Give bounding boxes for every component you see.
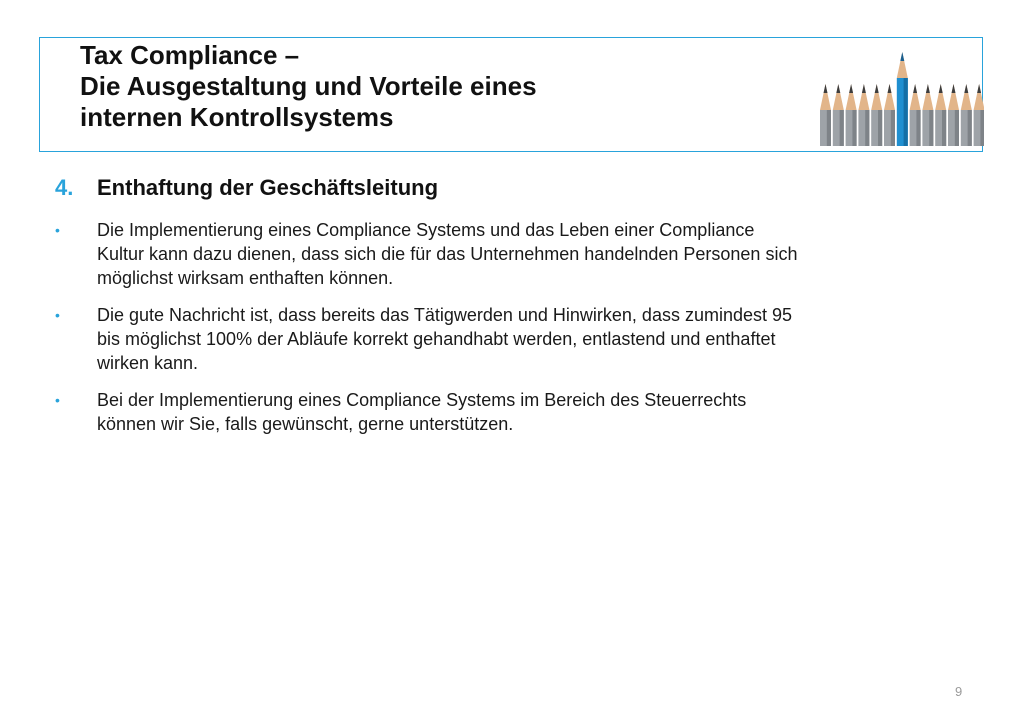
bullet-marker: •	[55, 307, 60, 323]
pencil-icon	[871, 84, 882, 146]
pencil-icon	[974, 84, 984, 146]
pencil-icon	[846, 84, 857, 146]
list-item	[55, 218, 975, 290]
bullet-list	[55, 218, 975, 449]
pencil-icon	[858, 84, 869, 146]
bullet-text-line: bis möglichst 100% der Abläufe korrekt gehandhabt werden, entlastend und enthaftet	[97, 329, 776, 349]
bullet-text-line: Die Implementierung eines Compliance Systems und das Leben einer Compliance	[97, 220, 755, 240]
pencil-icon	[833, 84, 844, 146]
section-number: 4.	[55, 175, 74, 200]
pencil-icon	[884, 84, 895, 146]
title-line: internen Kontrollsystems	[80, 102, 394, 132]
slide-title	[80, 40, 537, 133]
bullet-text-line: wirken kann.	[97, 353, 199, 373]
pencil-highlighted-icon	[897, 52, 908, 146]
pencil-icon	[948, 84, 959, 146]
section-heading	[55, 174, 438, 202]
pencil-icon	[935, 84, 946, 146]
pencil-icon	[922, 84, 933, 146]
bullet-marker: •	[55, 222, 60, 238]
bullet-marker: •	[55, 392, 60, 408]
bullet-text-line: können wir Sie, falls gewünscht, gerne unterstützen.	[97, 414, 514, 434]
pencils-icon	[818, 48, 984, 148]
pencil-icon	[820, 84, 831, 146]
pencil-icon	[961, 84, 972, 146]
title-line: Die Ausgestaltung und Vorteile eines	[80, 71, 537, 101]
section-title: Enthaftung der Geschäftsleitung	[97, 175, 439, 200]
pencil-icon	[910, 84, 921, 146]
list-item	[55, 303, 975, 375]
page-number: 9	[955, 684, 963, 699]
bullet-text-line: Kultur kann dazu dienen, dass sich die für das Unternehmen handelnden Personen sich	[97, 244, 798, 264]
list-item	[55, 388, 975, 436]
bullet-text-line: Die gute Nachricht ist, dass bereits das Tätigwerden und Hinwirken, dass zumindest 95	[97, 305, 793, 325]
bullet-text-line: Bei der Implementierung eines Compliance Systems im Bereich des Steuerrechts	[97, 390, 747, 410]
title-line: Tax Compliance –	[80, 40, 300, 70]
bullet-text-line: möglichst wirksam enthaften können.	[97, 268, 394, 288]
